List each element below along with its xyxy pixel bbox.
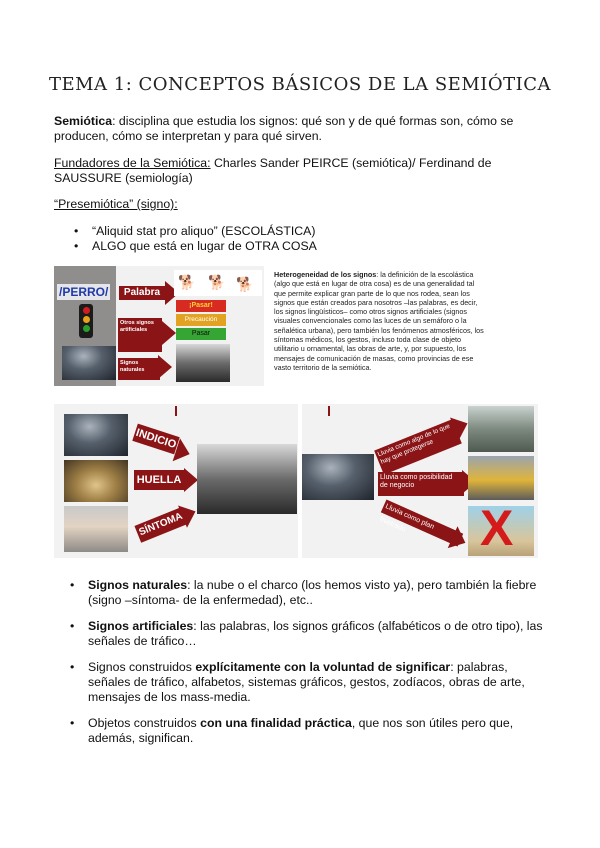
list-item [70, 660, 544, 705]
semiotica-text: : disciplina que estudia los signos: qué son y de qué formas son, cómo se producen, cómo se interpretan y para qué sirven. [54, 114, 514, 143]
list-pre: Signos construidos [88, 660, 196, 674]
list-item [70, 619, 544, 649]
huella-label: HUELLA [134, 470, 184, 490]
perro-label: /PERRO/ [59, 285, 109, 299]
sintoma-label: SÍNTOMA [134, 507, 187, 542]
heterogeneidad-text: : la definición de la escolástica (algo que está en lugar de otra cosa) es de una generalidad tal que permite explicar gran parte de lo que nos rodea, sean los signos que están creados para nosotros –las palabras, es decir, los signos lingüísticos– como otros signos artificiales (signos visuales convencionales como las luces de un semáforo o la señalética urbana), pero también los fenómenos atmosféricos, los síntomas médicos, los gestos, incluso toda clase de objeto utilitario u ornamental, las obras de arte, y, por supuesto, los mensajes de comunicación de masas, como provincias de ese vasto territorio de la semiótica. [274, 270, 484, 372]
fundadores-paragraph [54, 156, 524, 186]
heterogeneidad-paragraph [274, 270, 484, 372]
dogs-picture [174, 270, 262, 296]
cloud-photo [62, 346, 116, 380]
people-photo [176, 344, 230, 382]
list-text: : la nube o el charco (los hemos visto ya), pero también la fiebre (signo –síntoma- de la enfermedad), etc.. [88, 578, 537, 607]
signs-list [70, 578, 544, 757]
dog-icon: 🐕 [236, 276, 254, 292]
list-text: : palabras, señales de tráfico, alfabetos, sistemas gráficos, gestos, zodíacos, obras de arte, mensajes de los mass-media. [88, 660, 525, 704]
list-item: • ALGO que está en lugar de OTRA COSA [74, 239, 474, 254]
umbrella-photo [468, 406, 534, 452]
rain-cloud-photo [302, 454, 374, 500]
signos-naturales-label: Signos naturales [118, 358, 160, 380]
list-item: • “Aliquid stat pro aliquo” (ESCOLÁSTICA) [74, 224, 474, 239]
list-bold: Signos naturales [88, 578, 188, 592]
traffic-go-label: Pasar [176, 328, 226, 340]
semiotica-definition [54, 114, 524, 144]
marker [175, 406, 177, 416]
dog-icon: 🐕 [208, 274, 226, 290]
presemiotica-list [74, 224, 474, 254]
marker [328, 406, 330, 416]
arrow-icon [158, 355, 172, 379]
palabra-label: Palabra [119, 286, 165, 300]
list-text: : las palabras, los signos gráficos (alfabéticos o de otro tipo), las señales de tráfico… [88, 619, 543, 648]
semiotica-term: Semiótica [54, 114, 113, 128]
presemiotica-heading: “Presemiótica” (signo): [54, 197, 178, 211]
traffic-light-icon [79, 304, 93, 338]
lluvia-negocio-label: Lluvia como posibilidad de negocio [378, 472, 464, 496]
dog-icon: 🐕 [178, 274, 196, 290]
list-item [70, 578, 544, 608]
list-bold: Signos artificiales [88, 619, 194, 633]
arrow-icon [162, 321, 176, 345]
list-bold: explícitamente con la voluntad de significar [195, 660, 451, 674]
taxi-photo [468, 456, 534, 500]
indicio-label: INDICIO [132, 424, 179, 455]
heterogeneidad-title: Heterogeneidad de los signos [274, 270, 377, 279]
puddle-photo [64, 460, 128, 502]
arrow-icon [184, 468, 198, 492]
cross-icon: X [480, 500, 514, 556]
page-title: TEMA 1: CONCEPTOS BÁSICOS DE LA SEMIÓTICA [48, 74, 552, 95]
fundadores-text: Charles Sander PEIRCE (semiótica)/ Ferdinand de SAUSSURE (semiología) [54, 156, 492, 185]
lluvia-proteccion-label: Lluvia como algo de lo que hay que protegerse [374, 419, 462, 475]
figure-indicio-panel [54, 404, 298, 558]
storm-photo [64, 414, 128, 456]
figure-lluvia-panel [302, 404, 538, 558]
list-pre: Objetos construidos [88, 716, 201, 730]
lluvia-frustrado-label: Lluvia como plan frustrado [381, 500, 463, 547]
otros-signos-label: Otros signos artificiales [118, 318, 162, 352]
fundadores-label: Fundadores de la Semiótica: [54, 156, 211, 170]
sick-person-photo [64, 506, 128, 552]
figure-signs-diagram [54, 266, 264, 386]
list-item [70, 716, 544, 746]
traffic-stop-label: ¡Pasar! [176, 300, 226, 312]
traffic-caution-label: Precaución [176, 314, 226, 326]
list-bold: con una finalidad práctica [200, 716, 352, 730]
list-text: , que nos son útiles pero que, además, significan. [88, 716, 514, 745]
rain-street-photo [197, 444, 297, 514]
